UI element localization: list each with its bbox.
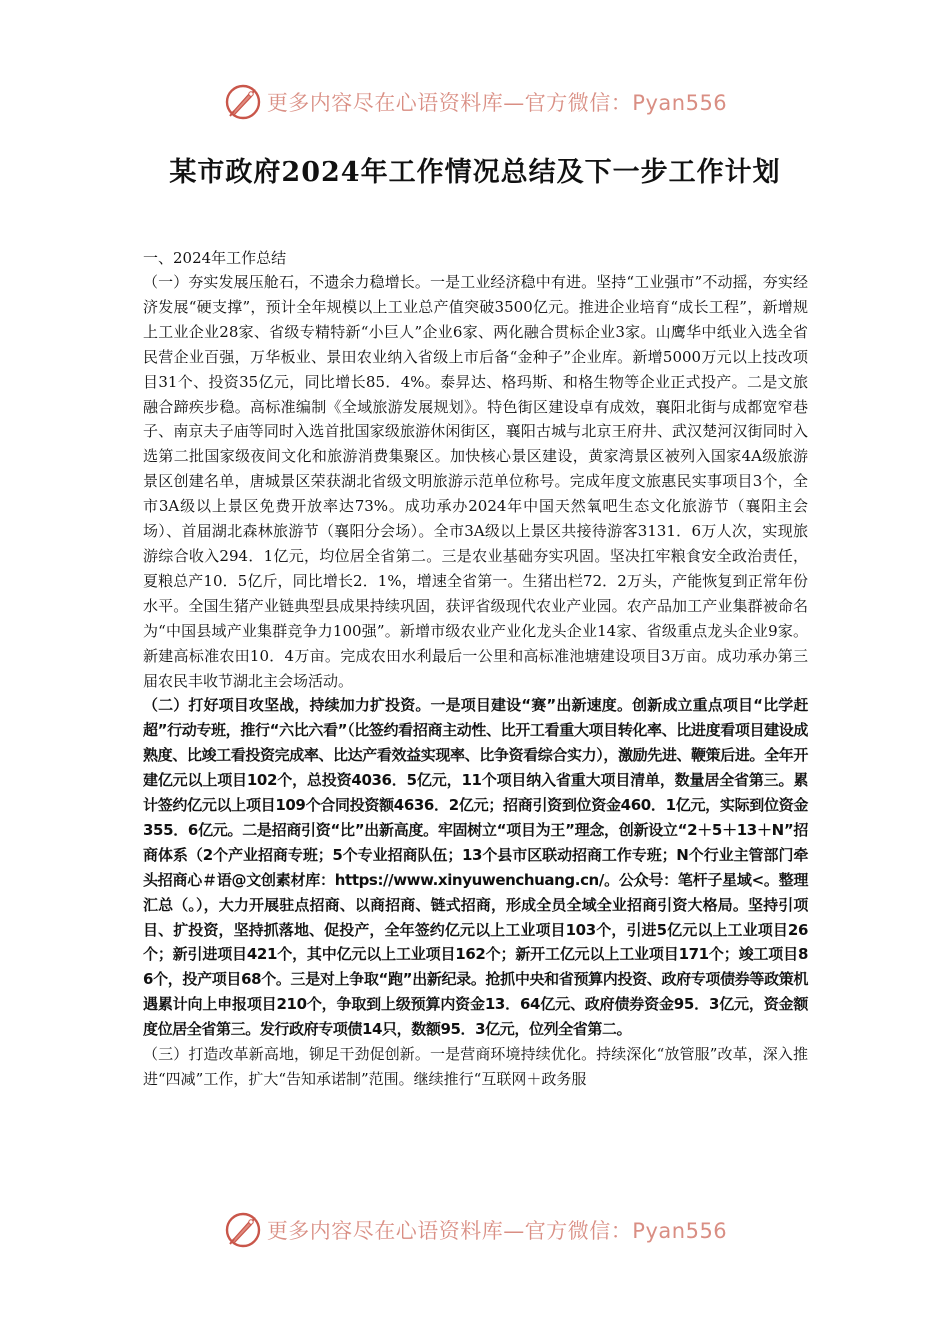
paragraph-3: （三）打造改革新高地，铆足干劲促创新。一是营商环境持续优化。持续深化“放管服”改革，深入推进“四减”工作，扩大“告知承诺制”范围。继续推行“互联网＋政务服 [143, 1045, 808, 1088]
section-heading: 一、2024年工作总结 [143, 249, 287, 267]
watermark-footer [0, 1208, 950, 1252]
watermark-text: 更多内容尽在心语资料库—官方微信：Pyan556 [266, 1219, 728, 1243]
watermark-header [0, 80, 950, 124]
document-title: 某市政府2024年工作情况总结及下一步工作计划 [169, 157, 781, 188]
paragraph-2: （二）打好项目攻坚战，持续加力扩投资。一是项目建设“赛”出新速度。创新成立重点项目“比学赶超”行动专班，推行“六比六看”（比签约看招商主动性、比开工看重大项目转化率、比进度看项目建设成熟度、比竣工看投资完成率、比达产看效益实现率、比争资看综合实力），激励先进、鞭策后进。全年开建亿元以上项目102个，总投资4036．5亿元，11个项目纳入省重大项目清单，数量居全省第三。累计签约亿元以上项目109个合同投资额4636．2亿元；招商引资到位资金460．1亿元，实际到位资金355．6亿元。二是招商引资“比”出新高度。牢固树立“项目为王”理念，创新设立“2＋5＋13＋N”招商体系（2个产业招商专班；5个专业招商队伍；13个县市区联动招商工作专班；N个行业主管部门牵头招商心＃语@文创素材库：https://www.xinyuwenchuang.cn/。公众号：笔杆子星域<。整理汇总（。），大力开展驻点招商、以商招商、链式招商，形成全员全域全业招商引资大格局。坚持引项目、扩投资，坚持抓落地、促投产，全年签约亿元以上工业项目103个，引进5亿元以上工业项目26个；新引进项目421个，其中亿元以上工业项目162个；新开工亿元以上工业项目171个；竣工项目86个，投产项目68个。三是对上争取“跑”出新纪录。抢抓中央和省预算内投资、政府专项债券等政策机遇累计向上申报项目210个，争取到上级预算内资金13．64亿元、政府债券资金95．3亿元，资金额度位居全省第三。发行政府专项债14只，数额95．3亿元，位列全省第二。 [143, 696, 808, 1039]
paragraph-1: （一）夯实发展压舱石，不遗余力稳增长。一是工业经济稳中有进。坚持“工业强市”不动摇，夯实经济发展“硬支撑”，预计全年规模以上工业总产值突破3500亿元。推进企业培育“成长工程”，新增规上工业企业28家、省级专精特新“小巨人”企业6家、两化融合贯标企业3家。山鹰华中纸业入选全省民营企业百强，万华板业、景田农业纳入省级上市后备“金种子”企业库。新增5000万元以上技改项目31个、投资35亿元，同比增长85．4%。泰昇达、格玛斯、和格生物等企业正式投产。二是文旅融合蹄疾步稳。高标准编制《全域旅游发展规划》。特色街区建设卓有成效，襄阳北街与成都宽窄巷子、南京夫子庙等同时入选首批国家级旅游休闲街区，襄阳古城与北京王府井、武汉楚河汉街同时入选第二批国家级夜间文化和旅游消费集聚区。加快核心景区建设，黄家湾景区被列入国家4A级旅游景区创建名单，唐城景区荣获湖北省级文明旅游示范单位称号。完成年度文旅惠民实事项目3个，全市3A级以上景区免费开放率达73%。成功承办2024年中国天然氧吧生态文化旅游节（襄阳主会场）、首届湖北森林旅游节（襄阳分会场）。全市3A级以上景区共接待游客3131．6万人次，实现旅游综合收入294．1亿元，均位居全省第二。三是农业基础夯实巩固。坚决扛牢粮食安全政治责任，夏粮总产10．5亿斤，同比增长2．1%，增速全省第一。生猪出栏72．2万头，产能恢复到正常年份水平。全国生猪产业链典型县成果持续巩固，获评省级现代农业产业园。农产品加工产业集群被命名为“中国县域产业集群竞争力100强”。新增市级农业产业化龙头企业14家、省级重点龙头企业9家。新建高标准农田10．4万亩。完成农田水利最后一公里和高标准池塘建设项目3万亩。成功承办第三届农民丰收节湖北主会场活动。 [143, 273, 808, 690]
pen-nib-circle-icon [223, 82, 263, 122]
watermark-text: 更多内容尽在心语资料库—官方微信：Pyan556 [266, 91, 728, 115]
document-body [143, 246, 808, 1092]
pen-nib-circle-icon [223, 1210, 263, 1250]
